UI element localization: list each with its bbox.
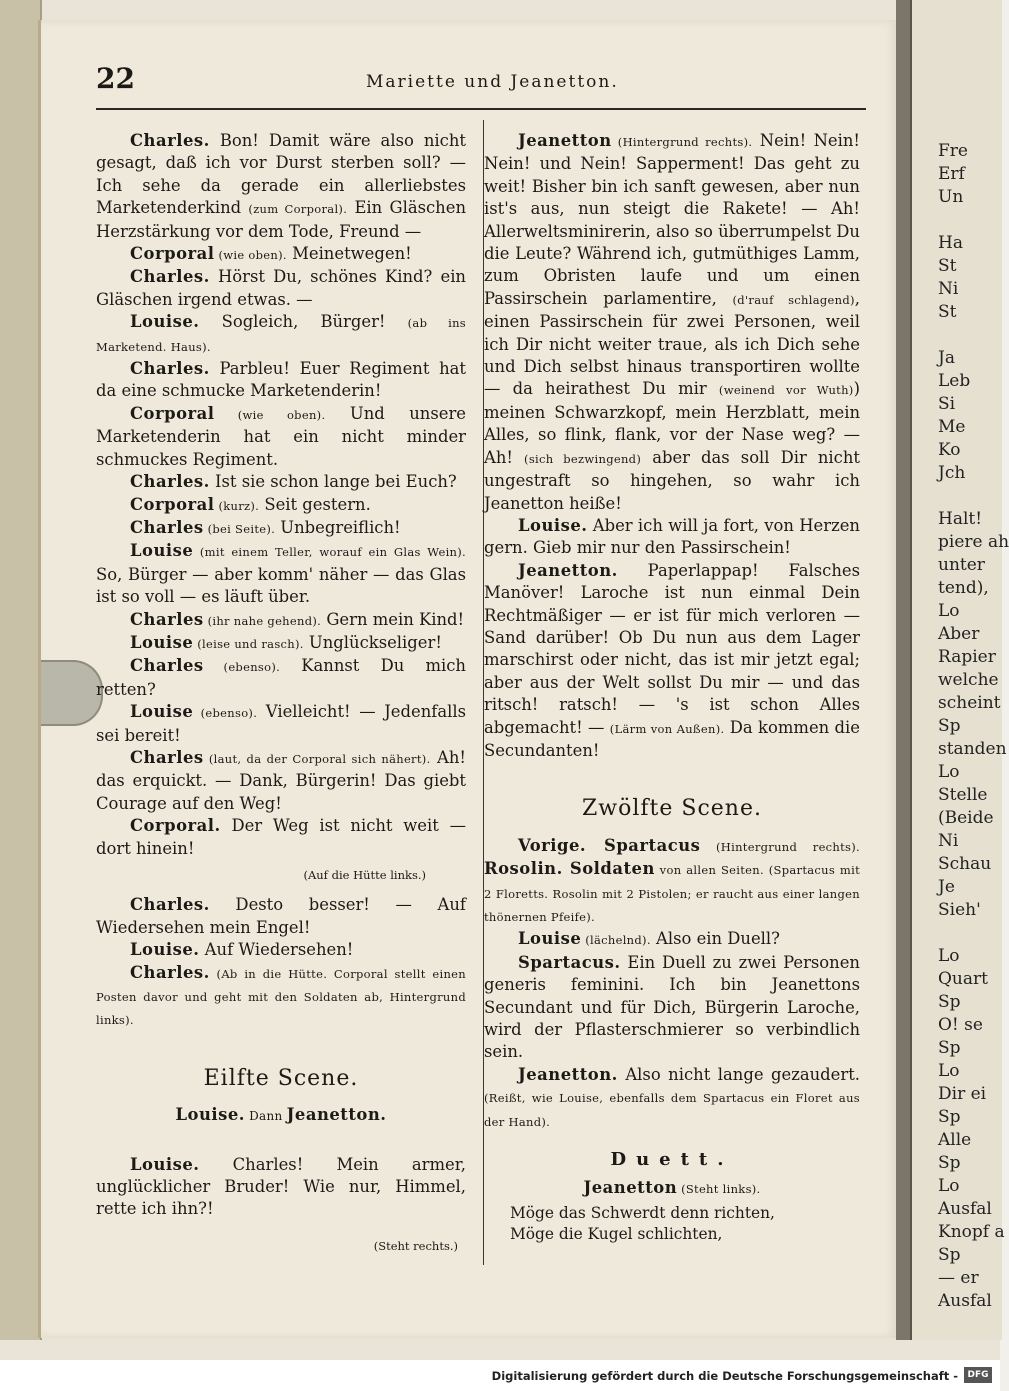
running-title: Mariette und Jeanetton.: [366, 72, 619, 92]
stage-direction: (laut, da der Corporal sich nähert).: [203, 751, 431, 766]
stage-direction: (ab ins Marketend. Haus).: [96, 316, 466, 354]
speaker: Jeanetton: [518, 131, 612, 150]
speech: Unglückseliger!: [303, 632, 442, 652]
stage-direction: (kurz).: [214, 498, 260, 513]
speech: Parbleu! Euer Regiment hat da eine schmucke Marketenderin!: [96, 359, 466, 401]
footer-bar: [0, 1360, 1000, 1391]
speaker: Charles: [130, 747, 204, 767]
dialogue-line: [484, 928, 860, 951]
stage-direction: (Hintergrund rechts).: [611, 135, 753, 149]
speaker: Louise.: [518, 515, 588, 535]
dialogue-line: [484, 515, 860, 560]
stage-direction: (Steht rechts.): [373, 1238, 458, 1253]
speaker: Spartacus.: [518, 952, 621, 972]
speaker: Louise: [130, 632, 194, 652]
dialogue-line: [96, 632, 466, 655]
stage-direction: (ebenso).: [193, 706, 258, 721]
dfg-logo-icon: DFG: [964, 1367, 992, 1383]
speech: Auf Wiedersehen!: [199, 940, 354, 960]
next-page-edge: [910, 0, 1009, 1340]
bookmark-tab: [41, 660, 103, 726]
speaker: Louise: [518, 929, 582, 949]
dialogue-line: [484, 130, 860, 515]
speaker: Charles: [130, 656, 204, 676]
speech: Meinetwegen!: [286, 244, 412, 264]
speaker: Louise.: [130, 940, 200, 960]
speaker: Corporal: [130, 494, 215, 514]
speaker: Jeanetton.: [518, 560, 618, 580]
speech: ) meinen Schwarzkopf, mein Herzblatt, mein Alles, so flink, flank, vor der Nase weg? — Ah!: [484, 379, 860, 467]
left-column: [96, 130, 466, 1265]
stage-direction: (wie oben).: [214, 407, 326, 422]
speech: Gern mein Kind!: [321, 609, 465, 629]
speech: Ah! das erquickt. — Dank, Bürgerin! Das giebt Courage auf den Weg!: [96, 747, 466, 813]
stage-direction: von allen Seiten. (Spartacus mit 2 Floretts. Rosolin mit 2 Pistolen; er raucht aus einer langen thönernen Pfeife).: [484, 863, 860, 924]
verse-line: Möge das Schwerdt denn richten,: [510, 1203, 775, 1222]
stage-direction: (leise und rasch).: [193, 636, 304, 651]
stage-direction: (Auf die Hütte links.): [303, 868, 426, 882]
speech: Hörst Du, schönes Kind? ein Gläschen irgend etwas. —: [96, 267, 466, 309]
page-header: [96, 62, 866, 102]
dialogue-line: [96, 243, 466, 266]
dialogue-line: [96, 894, 466, 939]
stage-direction: (wie oben).: [214, 248, 287, 263]
stage-direction: (Steht links).: [677, 1182, 761, 1197]
stage-direction: Dann: [244, 1109, 287, 1124]
speaker: Charles.: [130, 359, 210, 379]
speaker: Louise.: [175, 1105, 245, 1125]
speech: Ist sie schon lange bei Euch?: [209, 472, 457, 492]
speaker: Corporal: [130, 244, 215, 264]
speaker: Rosolin. Soldaten: [484, 859, 655, 879]
dialogue-line: [96, 358, 466, 403]
speaker: Spartacus: [586, 835, 701, 855]
speech: , einen Passirschein für zwei Personen, weil ich Dir nicht weiter traue, als ich Dich sehe und Dich selbst hinaus transportiren wollte — da heirathest Du mir: [484, 288, 860, 399]
speech: Also nicht lange gezaudert.: [617, 1064, 860, 1084]
speech: aber das soll Dir nicht ungestraft so hingehen, so wahr ich Jeanetton heiße!: [484, 447, 860, 513]
speaker: Corporal: [130, 403, 215, 423]
speaker: Charles.: [130, 962, 210, 982]
stage-direction: (sich bezwingend): [524, 451, 642, 466]
dialogue-line: [96, 403, 466, 471]
stage-direction: (d'rauf schlagend): [732, 292, 855, 307]
speaker: Louise.: [130, 1154, 200, 1174]
right-column: [484, 130, 860, 1245]
next-page-fragment: Fre Erf Un Ha St Ni St Ja Leb Si Me Ko Jch Halt! piere ah unter tend), Lo Aber Rapier welche scheint Sp standen Lo Stelle (Beide Ni Schau Je Sieh' Lo Quart Sp O! se Sp Lo Dir ei Sp Alle Sp Lo Ausfal Knopf a Sp — er Ausfal: [938, 141, 1009, 1311]
speaker: Jeanetton.: [518, 1064, 618, 1084]
dialogue-line: [96, 266, 466, 311]
speech: Der Weg ist nicht weit — dort hinein!: [96, 816, 466, 858]
speaker: Jeanetton: [583, 1178, 678, 1198]
dialogue-line: [484, 952, 860, 1064]
book-binding: [0, 0, 42, 1340]
speech: Seit gestern.: [259, 494, 371, 514]
dialogue-line: [96, 311, 466, 358]
speaker: Charles.: [130, 267, 210, 287]
speaker: Vorige.: [518, 835, 587, 855]
page-number: 22: [96, 62, 135, 95]
speech: Bon! Damit wäre also nicht gesagt, daß ich vor Durst sterben soll? — Ich sehe da gerade ein allerliebstes Marketenderkind: [96, 131, 466, 218]
speech: Da kommen die Secundanten!: [484, 717, 860, 760]
scene-cast: [96, 1104, 466, 1127]
speech: Also ein Duell?: [650, 929, 780, 949]
speech: Und unsere Marketenderin hat ein nicht minder schmuckes Regiment.: [96, 403, 466, 469]
speaker: Charles: [130, 517, 204, 537]
speech: Sogleich, Bürger!: [199, 312, 408, 332]
page-gutter: [896, 0, 910, 1340]
stage-direction: (weinend vor Wuth): [718, 383, 854, 398]
header-rule: [96, 108, 866, 110]
dialogue-line: [96, 655, 466, 701]
speaker: Corporal.: [130, 816, 221, 836]
dialogue-line: [96, 517, 466, 540]
speech: Ein Duell zu zwei Personen generis feminini. Ich bin Jeanettons Secundant und für Dich, Bürgerin Laroche, wird der Pflasterschmierer so verbindlich sein.: [484, 952, 860, 1062]
dialogue-line: [484, 1064, 860, 1133]
scene-title: Zwölfte Scene.: [582, 796, 762, 822]
speaker: Charles.: [130, 895, 210, 915]
speaker: Louise: [130, 702, 194, 722]
speech: Kannst Du mich retten?: [96, 656, 466, 699]
speaker: Charles.: [130, 472, 210, 492]
dialogue-line: [96, 494, 466, 517]
speaker: Louise: [130, 541, 194, 561]
stage-direction: (bei Seite).: [203, 521, 276, 536]
stage-direction: (Lärm von Außen).: [609, 721, 725, 736]
speech: Aber ich will ja fort, von Herzen gern. Gieb mir nur den Passirschein!: [484, 515, 860, 558]
dialogue-line: [484, 560, 860, 763]
scene-cast: [484, 835, 860, 929]
dialogue-line: [96, 701, 466, 747]
speaker: Jeanetton.: [286, 1105, 387, 1125]
speech: Ein Gläschen Herzstärkung vor dem Tode, Freund —: [96, 198, 466, 241]
verse-line: Möge die Kugel schlichten,: [510, 1224, 723, 1243]
duet-speaker: [484, 1177, 860, 1200]
duet-title: Duett.: [610, 1149, 734, 1171]
stage-direction: (lächelnd).: [581, 933, 651, 948]
dialogue-line: [96, 609, 466, 632]
footer-credit: Digitalisierung gefördert durch die Deutsche Forschungsgemeinschaft -: [491, 1369, 958, 1383]
dialogue-line: [96, 471, 466, 493]
dialogue-line: [96, 540, 466, 608]
stage-direction: (Ab in die Hütte. Corporal stellt einen Posten davor und geht mit den Soldaten ab, Hintergrund links).: [96, 966, 466, 1028]
speaker: Charles.: [130, 131, 210, 150]
speech: Desto besser! — Auf Wiedersehen mein Engel!: [96, 895, 466, 937]
speech: Vielleicht! — Jedenfalls sei bereit!: [96, 702, 466, 745]
stage-direction: (Reißt, wie Louise, ebenfalls dem Spartacus ein Floret aus der Hand).: [484, 1091, 860, 1129]
stage-direction: (ihr nahe gehend).: [203, 613, 322, 628]
speaker: Charles: [130, 609, 204, 629]
stage-direction: (Hintergrund rechts).: [700, 839, 860, 854]
dialogue-line: [96, 962, 466, 1032]
dialogue-line: [96, 130, 466, 243]
speech: Charles! Mein armer, unglücklicher Bruder! Wie nur, Himmel, rette ich ihn?!: [96, 1154, 466, 1219]
speech: So, Bürger — aber komm' näher — das Glas ist so voll — es läuft über.: [96, 564, 466, 607]
stage-direction: (mit einem Teller, worauf ein Glas Wein).: [193, 545, 466, 560]
stage-direction: (ebenso).: [203, 660, 281, 675]
speaker: Louise.: [130, 312, 200, 332]
dialogue-line: [96, 1154, 466, 1221]
speech: Paperlappap! Falsches Manöver! Laroche ist nun einmal Dein Rechtmäßiger — er ist für mich verloren — Sand darüber! Ob Du nun aus dem Lager marschirst oder nicht, das ist mir jetzt egal; aber aus der Welt sollst Du mir — und das ritsch! ratsch! — 's ist schon Alles abgemacht! —: [484, 560, 860, 737]
speech: Nein! Nein! Nein! und Nein! Sapperment! Das geht zu weit! Bisher bin ich sanft gewesen, aber nun ist's aus, nun steigt die Rakete! — Ah! Allerweltsminirerin, also so überrumpelst Du die Leute? Während ich, gutmüthiges Lamm, zum Obristen laufe und um einen Passirschein parlamentire,: [484, 131, 860, 308]
stage-direction: (zum Corporal).: [248, 202, 348, 217]
scene-title: Eilfte Scene.: [203, 1065, 359, 1091]
dialogue-line: [96, 939, 466, 961]
dialogue-line: [96, 815, 466, 860]
speech: Unbegreiflich!: [275, 517, 401, 537]
dialogue-line: [96, 747, 466, 815]
